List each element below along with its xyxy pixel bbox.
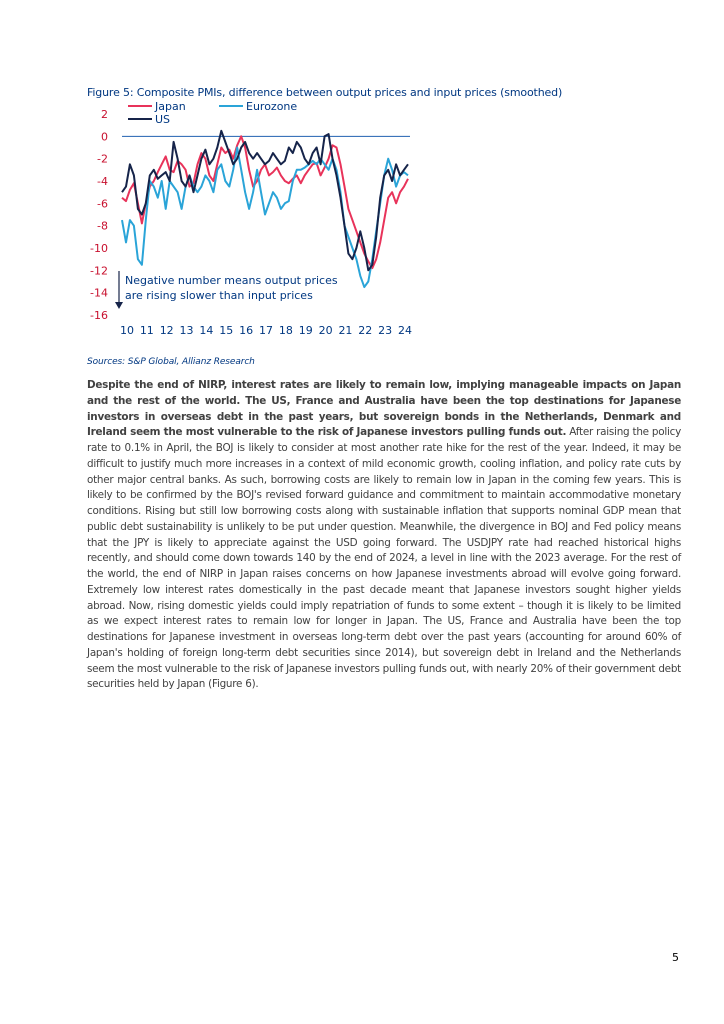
y-tick-label: -6 (97, 197, 108, 211)
x-tick-label: 10 (119, 324, 134, 337)
x-tick-label: 20 (318, 324, 333, 337)
x-tick-label: 17 (259, 324, 273, 337)
x-tick-label: 18 (278, 324, 293, 337)
legend-label-us: US (155, 113, 171, 126)
annotation-text: are rising slower than input prices (125, 289, 313, 302)
y-tick-label: -14 (90, 286, 108, 300)
x-tick-label: 16 (239, 324, 254, 337)
x-tick-label: 12 (159, 324, 174, 337)
y-tick-label: 0 (101, 130, 108, 144)
y-tick-label: -2 (97, 152, 108, 166)
body-text: After raising the policy rate to 0.1% in April, the BOJ is likely to consider at most another rate hike for the rest of the year. Indeed, it may be difficult to justify much more increases in a context of mild economic growth, cooling inflation, and policy rate cuts by other major central banks. As such, borrowing costs are likely to remain low in Japan in the coming few years. This is likely to be confirmed by the BOJ's revised forward guidance and commitment to maintain accommodative monetary conditions. Rising but still low borrowing costs along with sustainable inflation that supports nominal GDP mean that public debt sustainability is unlikely to be put under question. Meanwhile, the divergence in BOJ and Fed policy means that the JPY is likely to appreciate against the USD going forward. The USDJPY rate had reached historical highs recently, and should come down towards 140 by the end of 2024, a level in line with the 2023 average. For the rest of the world, the end of NIRP in Japan raises concerns on how Japanese investments abroad will evolve going forward. Extremely low interest rates domestically in the past decade meant that Japanese investors sought higher yields abroad. Now, rising domestic yields could imply repatriation of funds to some extent – though it is likely to be limited as we expect interest rates to remain low for longer in Japan. The US, France and Australia have been the top destinations for Japanese investment in overseas long-term debt over the past years (accounting for around 60% of Japan's holding of foreign long-term debt securities since 2014), but sovereign debt in Ireland and the Netherlands seem the most vulnerable to the risk of Japanese investors pulling funds out, with nearly 20% of their government debt securities held by Japan (Figure 6). (87, 426, 682, 691)
chart (80, 98, 430, 348)
x-tick-label: 13 (179, 324, 194, 337)
figure-sources: Sources: S&P Global, Allianz Research (87, 357, 255, 367)
x-tick-label: 19 (298, 324, 313, 337)
x-tick-label: 24 (398, 324, 413, 337)
y-tick-label: -10 (90, 242, 108, 255)
annotation-arrow-head (115, 302, 123, 309)
legend-label-japan: Japan (155, 100, 186, 113)
y-tick-label: -8 (97, 219, 108, 233)
y-tick-label: 2 (101, 108, 108, 121)
y-tick-label: -12 (90, 264, 108, 278)
x-tick-label: 23 (378, 324, 393, 337)
figure-title: Figure 5: Composite PMIs, difference between output prices and input prices (smoothed) (87, 86, 563, 99)
x-tick-label: 14 (199, 324, 214, 337)
annotation-text: Negative number means output prices (125, 274, 338, 287)
body-paragraph (87, 378, 681, 693)
body-lead: Despite the end of NIRP, interest rates are likely to remain low, implying manageable impacts on Japan and the rest of the world. The US, France and Australia have been the top destinations for Japanese investors in overseas debt in the past years, but sovereign bonds in the Netherlands, Denmark and Ireland seem the most vulnerable to the risk of Japanese investors pulling funds out. (87, 379, 681, 439)
series-line-eurozone (122, 148, 408, 288)
x-tick-label: 22 (358, 324, 373, 337)
x-tick-label: 21 (338, 324, 353, 337)
y-tick-label: -4 (97, 175, 108, 188)
x-tick-label: 11 (139, 324, 154, 337)
x-tick-label: 15 (219, 324, 234, 337)
y-tick-label: -16 (90, 309, 108, 322)
legend-label-eurozone: Eurozone (246, 100, 298, 113)
page-number: 5 (672, 951, 679, 964)
